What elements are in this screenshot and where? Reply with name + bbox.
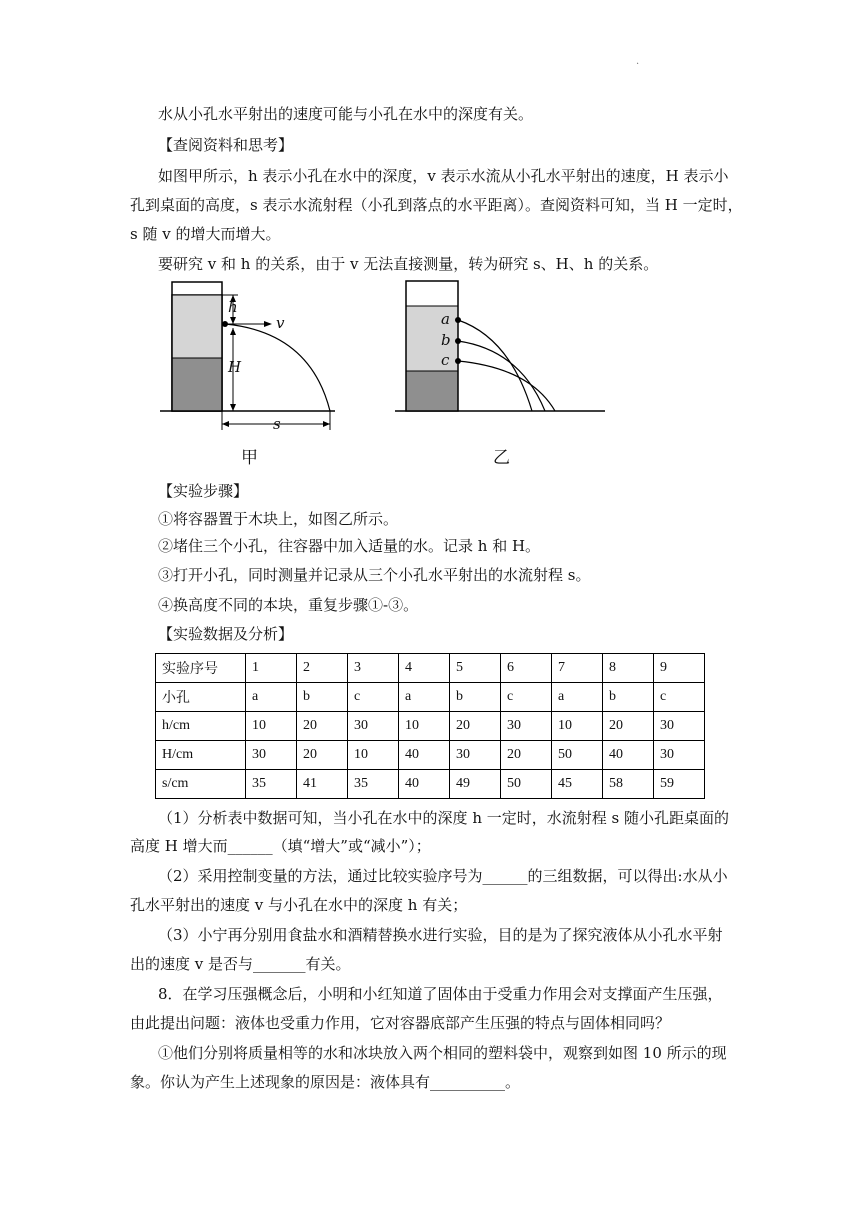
- text-line: ①将容器置于木块上，如图乙所示。: [158, 510, 399, 528]
- text-line: 水从小孔水平射出的速度可能与小孔在水中的深度有关。: [158, 105, 534, 123]
- problem-8-cont: 由此提出问题：液体也受重力作用，它对容器底部产生压强的特点与固体相同吗？: [130, 1014, 671, 1032]
- experiment-figure: [150, 278, 620, 468]
- container-diagram: [150, 278, 620, 468]
- page-marker: .: [636, 56, 640, 67]
- question-1: （1）分析表中数据可知，当小孔在水中的深度 h 一定时，水流射程 s 随小孔距桌面的: [158, 809, 729, 827]
- text-line: 孔到桌面的高度，s 表示水流射程（小孔到落点的水平距离）。查阅资料可知，当 H 一定时，: [130, 196, 743, 214]
- table-cell: 7: [552, 654, 603, 683]
- table-cell: 6: [501, 654, 552, 683]
- text-line: 要研究 v 和 h 的关系，由于 v 无法直接测量，转为研究 s、H、h 的关系。: [158, 255, 659, 273]
- data-table: [155, 653, 705, 799]
- caption-yi: 乙: [493, 448, 510, 468]
- table-cell: 20: [603, 712, 654, 741]
- table-cell: 30: [348, 712, 399, 741]
- text-line: s 随 v 的增大而增大。: [130, 225, 281, 243]
- table-cell: 1: [246, 654, 297, 683]
- text-line: 如图甲所示，h 表示小孔在水中的深度，v 表示水流从小孔水平射出的速度，H 表示小: [158, 167, 729, 185]
- table-cell: 49: [450, 770, 501, 799]
- table-cell: 20: [297, 712, 348, 741]
- question-2: （2）采用控制变量的方法，通过比较实验序号为______的三组数据，可以得出:水从小: [158, 867, 728, 885]
- row-header-cell: s/cm: [156, 770, 246, 799]
- table-cell: 59: [654, 770, 705, 799]
- table-cell: 10: [399, 712, 450, 741]
- table-cell: 40: [603, 741, 654, 770]
- table-cell: 30: [246, 741, 297, 770]
- table-cell: a: [246, 683, 297, 712]
- table-cell: 50: [552, 741, 603, 770]
- table-cell: b: [450, 683, 501, 712]
- table-cell: a: [552, 683, 603, 712]
- table-cell: 20: [297, 741, 348, 770]
- table-cell: b: [603, 683, 654, 712]
- table-row: [156, 712, 705, 741]
- text-line: ④换高度不同的本块，重复步骤①-③。: [158, 596, 419, 614]
- table-cell: c: [348, 683, 399, 712]
- table-cell: 45: [552, 770, 603, 799]
- table-cell: 30: [654, 712, 705, 741]
- problem-8: 8．在学习压强概念后，小明和小红知道了固体由于受重力作用会对支撑面产生压强，: [158, 985, 723, 1003]
- problem-8-step: ①他们分别将质量相等的水和冰块放入两个相同的塑料袋中，观察到如图 10 所示的现: [158, 1044, 727, 1062]
- section-heading: 【查阅资料和思考】: [158, 136, 294, 154]
- table-row: [156, 654, 705, 683]
- table-cell: 2: [297, 654, 348, 683]
- text-line: ③打开小孔，同时测量并记录从三个小孔水平射出的水流射程 s。: [158, 566, 591, 584]
- table-cell: 5: [450, 654, 501, 683]
- section-heading: 【实验步骤】: [158, 482, 249, 500]
- label-s: s: [273, 415, 281, 433]
- table-cell: b: [297, 683, 348, 712]
- question-2-cont: 孔水平射出的速度 v 与小孔在水中的深度 h 有关；: [130, 896, 468, 914]
- table-row: [156, 683, 705, 712]
- table-cell: 30: [654, 741, 705, 770]
- question-3-cont: 出的速度 v 是否与_______有关。: [130, 955, 351, 973]
- row-header-cell: H/cm: [156, 741, 246, 770]
- caption-jia: 甲: [241, 448, 258, 468]
- table-cell: 50: [501, 770, 552, 799]
- table-cell: 30: [450, 741, 501, 770]
- label-hole-a: a: [441, 310, 450, 328]
- row-header-cell: 小孔: [156, 683, 246, 712]
- table-cell: 41: [297, 770, 348, 799]
- table-cell: 35: [246, 770, 297, 799]
- table-cell: 40: [399, 770, 450, 799]
- row-header-cell: h/cm: [156, 712, 246, 741]
- question-3: （3）小宁再分别用食盐水和酒精替换水进行实验，目的是为了探究液体从小孔水平射: [158, 926, 723, 944]
- table-cell: 40: [399, 741, 450, 770]
- table-cell: 9: [654, 654, 705, 683]
- label-hole-b: b: [441, 331, 451, 349]
- table-cell: 10: [246, 712, 297, 741]
- table-cell: c: [654, 683, 705, 712]
- question-1-cont: 高度 H 增大而______（填“增大”或“减小”）；: [130, 837, 431, 855]
- row-header-cell: 实验序号: [156, 654, 246, 683]
- label-v: v: [276, 314, 285, 332]
- table-cell: 8: [603, 654, 654, 683]
- table-row: [156, 741, 705, 770]
- table-row: [156, 770, 705, 799]
- table-cell: 10: [348, 741, 399, 770]
- section-heading: 【实验数据及分析】: [158, 625, 294, 643]
- table-cell: c: [501, 683, 552, 712]
- table-cell: 4: [399, 654, 450, 683]
- text-line: ②堵住三个小孔，往容器中加入适量的水。记录 h 和 H。: [158, 537, 541, 555]
- table-cell: 30: [501, 712, 552, 741]
- table-cell: 58: [603, 770, 654, 799]
- label-hole-c: c: [441, 351, 450, 369]
- label-H: H: [228, 358, 242, 376]
- label-h: h: [228, 298, 238, 316]
- table-cell: 10: [552, 712, 603, 741]
- problem-8-step-cont: 象。你认为产生上述现象的原因是：液体具有__________。: [130, 1073, 521, 1091]
- table-cell: 20: [501, 741, 552, 770]
- table-cell: 3: [348, 654, 399, 683]
- table-cell: 35: [348, 770, 399, 799]
- table-cell: 20: [450, 712, 501, 741]
- table-cell: a: [399, 683, 450, 712]
